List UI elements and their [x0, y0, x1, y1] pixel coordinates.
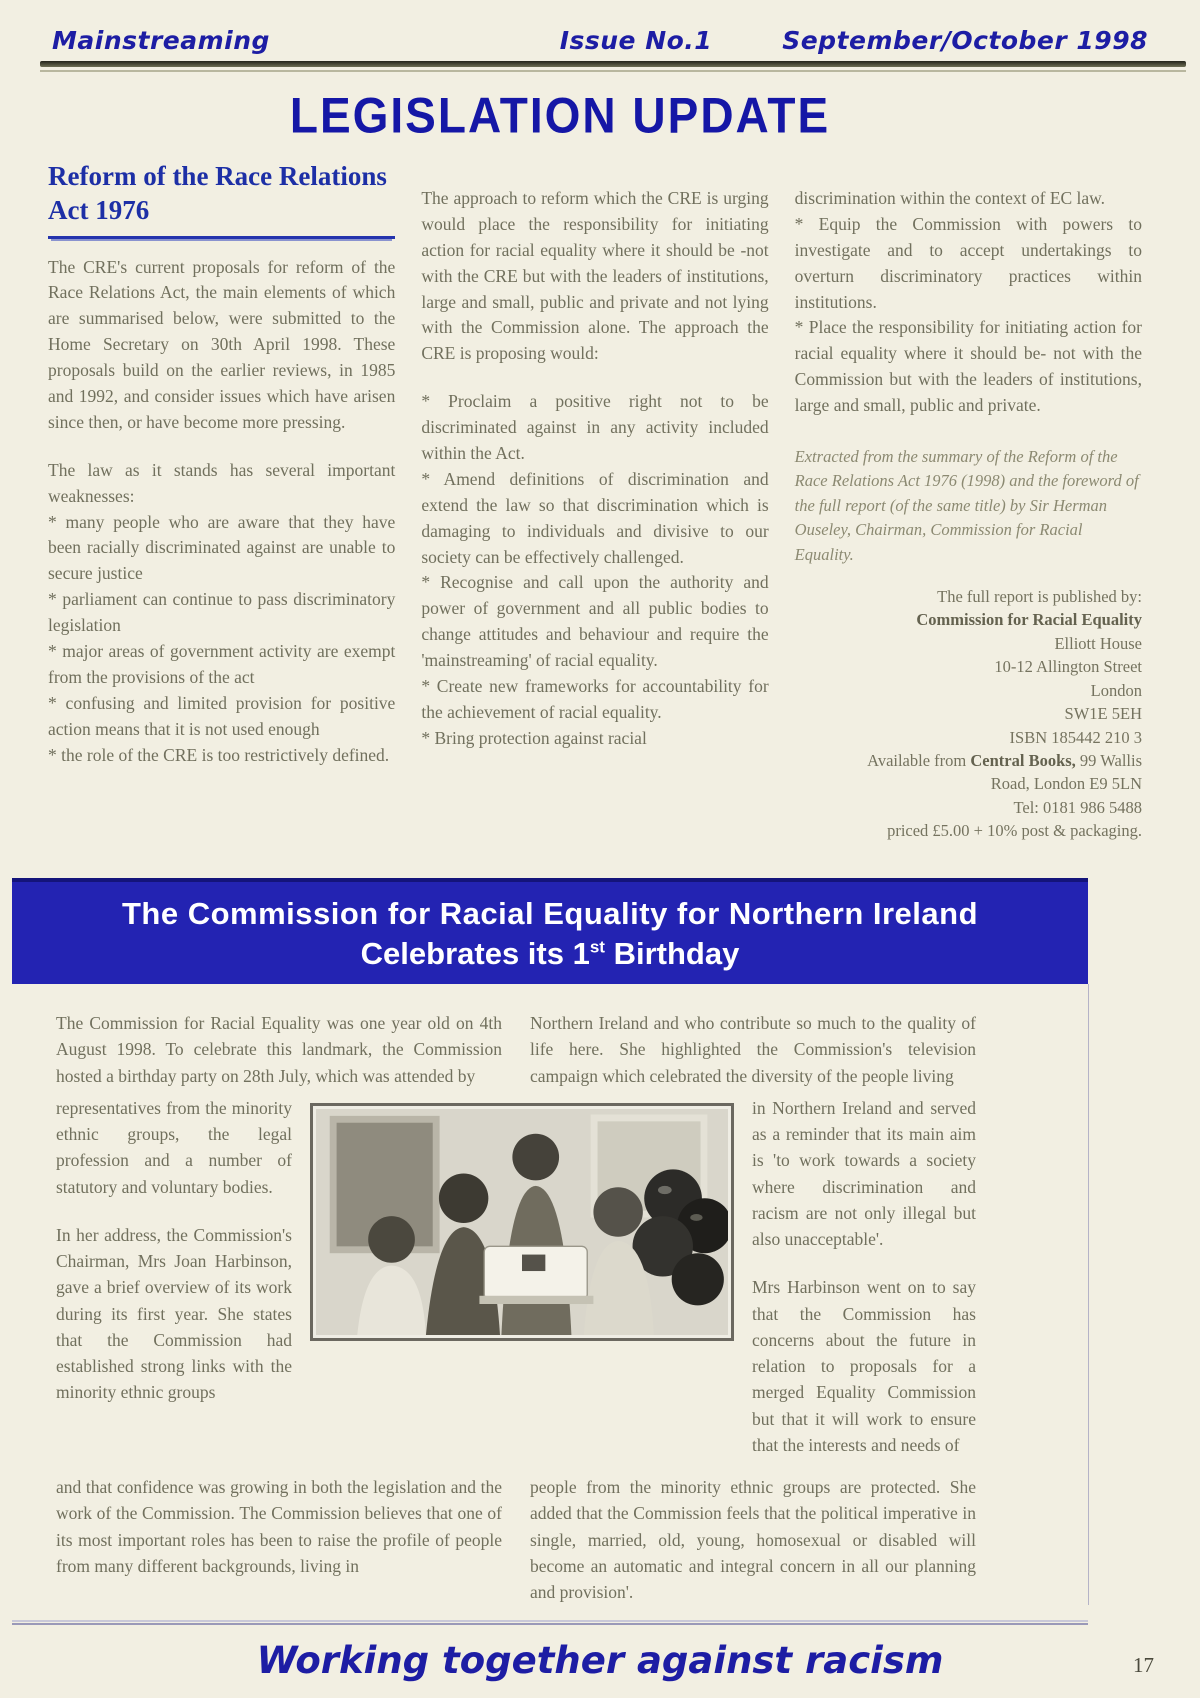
isbn-line: ISBN 185442 210 3 [1009, 727, 1142, 747]
legislation-column-1 [48, 152, 395, 852]
paragraph: people from the minority ethnic groups are protected. She added that the Commission feels that the political imperative in single, married, old, young, homosexual or disabled will become an automatic and integral concern in all our planning and provision'. [530, 1477, 976, 1602]
paragraph: in Northern Ireland and served as a reminder that its main aim is 'to work towards a society where discrimination and racism are not only illegal but also unacceptable'. [752, 1097, 976, 1249]
paragraph: The law as it stands has several important weaknesses: [48, 459, 396, 506]
bullet-item: * Bring protection against racial [421, 727, 647, 748]
bullet-item: * Amend definitions of discrimination and extend the law so that discrimination which is damaging to individuals and divisive to our society can be effectively challenged. [421, 468, 769, 567]
bullet-item: * many people who are aware that they have been racially discriminated against are unable to secure justice [48, 511, 396, 584]
issue-number: Issue No.1 [559, 26, 713, 55]
banner-title-line1: The Commission for Racial Equality for Northern Ireland [121, 896, 979, 931]
source-credit: Extracted from the summary of the Reform of the Race Relations Act 1976 (1998) and the foreword of the full report (of the same title) by Sir Herman Ouseley, Chairman, Commission for Racial Equality. [794, 447, 1139, 564]
issue-date: September/October 1998 [782, 26, 1148, 55]
publisher-line: 10-12 Allington Street [994, 657, 1142, 677]
birthday-bottom-row [56, 1474, 976, 1605]
banner-title-line2: Celebrates its 1st Birthday [360, 936, 740, 971]
birthday-intro-row [56, 1010, 976, 1089]
bullet-item: * the role of the CRE is too restrictively defined. [48, 744, 390, 765]
paragraph: The CRE's current proposals for reform of the Race Relations Act, the main elements of which are summarised below, were submitted to the Home Secretary on 30th April 1998. These proposals build on the earlier reviews, in 1985 and 1992, and consider issues which have arisen since then, or have become more pressing. [48, 256, 396, 432]
paragraph: discrimination within the context of EC law. [794, 188, 1106, 208]
birthday-photo-row [56, 1095, 976, 1480]
masthead: Mainstreaming [52, 26, 270, 55]
bullet-item: * Proclaim a positive right not to be discriminated against in any activity included within the Act. [421, 391, 769, 464]
paragraph: The approach to reform which the CRE is urging would place the responsibility for initiating action for racial equality where it should be -not with the CRE but with the leaders of institutions, large and small, public and private and not lying with the Commission alone. The approach the CRE is proposing would: [421, 188, 769, 364]
paragraph: Northern Ireland and who contribute so much to the quality of life here. She highlighted the Commission's television campaign which celebrated the diversity of the people living [530, 1013, 976, 1086]
publisher-line: Elliott House [1054, 633, 1142, 653]
paragraph: representatives from the minority ethnic groups, the legal profession and a number of statutory and voluntary bodies. [56, 1097, 292, 1197]
price-line: priced £5.00 + 10% post & packaging. [887, 821, 1142, 841]
publisher-details [795, 585, 1142, 843]
footer-rule [12, 1623, 1088, 1625]
birthday-right-column [752, 1095, 976, 1480]
article-heading: Reform of the Race Relations Act 1976 [48, 160, 395, 239]
bullet-item: * Equip the Commission with powers to investigate and to accept undertakings to overturn discriminatory practices within institutions. [794, 213, 1142, 312]
legislation-column-2 [421, 152, 768, 852]
slogan: Working together against racism [256, 1639, 944, 1683]
bookseller-name: Central Books, [970, 751, 1076, 770]
legislation-column-3 [795, 152, 1142, 852]
bullet-item: * parliament can continue to pass discriminatory legislation [48, 589, 396, 636]
photo-illustration [316, 1109, 728, 1336]
paragraph: In her address, the Commission's Chairman, Mrs Joan Harbinson, gave a brief overview of its work during its first year. She states that the Commission had established strong links with the minority ethnic groups [56, 1224, 292, 1403]
publisher-line: London [1090, 680, 1142, 700]
publisher-name: Commission for Racial Equality [916, 610, 1142, 630]
article-banner [12, 878, 1088, 984]
bullet-item: * Place the responsibility for initiating action for racial equality where it should be- not with the Commission but with the leaders of institutions, large and small, public and private. [794, 317, 1142, 416]
bullet-item: * major areas of government activity are exempt from the provisions of the act [48, 640, 396, 687]
phone-line: Tel: 0181 986 5488 [1013, 797, 1142, 817]
legislation-section [0, 152, 1200, 852]
birthday-left-column [56, 1095, 292, 1480]
paragraph: Mrs Harbinson went on to say that the Commission has concerns about the future in relation to proposals for a merged Equality Commission but that it will work to ensure that the interests and needs of [752, 1277, 976, 1455]
page-footer [0, 1639, 1200, 1682]
page-title: LEGISLATION UPDATE [289, 86, 831, 144]
bullet-item: * Recognise and call upon the authority and power of government and all public bodies to change attitudes and behaviour and require the 'mainstreaming' of racial equality. [421, 572, 769, 671]
availability-line: Available from Central Books, 99 Wallis [867, 751, 1142, 770]
bullet-item: * confusing and limited provision for positive action means that it is not used enough [48, 692, 396, 739]
birthday-party-photo [310, 1103, 734, 1342]
birthday-article [0, 984, 1089, 1605]
publisher-line: The full report is published by: [937, 587, 1142, 607]
publisher-line: SW1E 5EH [1064, 704, 1142, 724]
page-number: 17 [1133, 1653, 1154, 1678]
paragraph: The Commission for Racial Equality was one year old on 4th August 1998. To celebrate this landmark, the Commission hosted a birthday party on 28th July, which was attended by [56, 1013, 502, 1086]
page-header [0, 0, 1200, 61]
header-rule [40, 61, 1186, 72]
publisher-line: Road, London E9 5LN [990, 774, 1142, 794]
bullet-item: * Create new frameworks for accountability for the achievement of racial equality. [421, 676, 769, 722]
paragraph: and that confidence was growing in both the legislation and the work of the Commission. The Commission believes that one of its most important roles has been to raise the profile of people from many different backgrounds, living in [56, 1477, 502, 1576]
